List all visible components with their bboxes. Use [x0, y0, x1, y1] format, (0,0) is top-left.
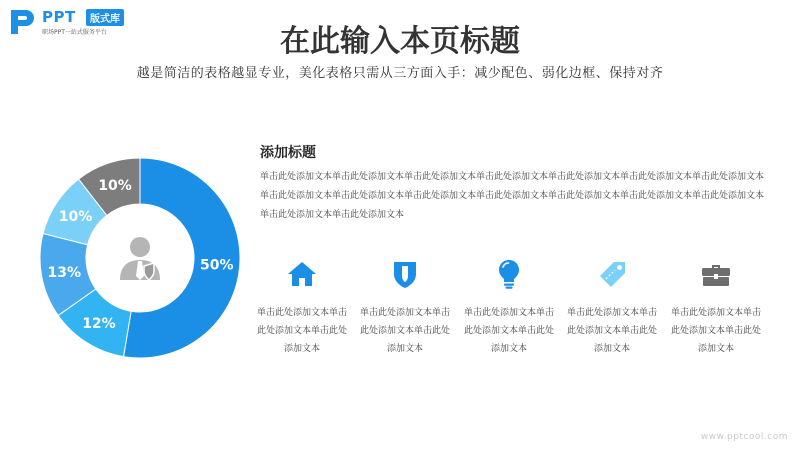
feature-item-home [254, 258, 350, 358]
briefcase-icon [700, 258, 732, 290]
person-tie-icon [114, 232, 166, 284]
feature-text: 单击此处添加文本单击此处添加文本单击此处添加文本 [359, 308, 450, 354]
feature-text: 单击此处添加文本单击此处添加文本单击此处添加文本 [463, 308, 554, 354]
logo-brand-text: PPT [42, 8, 76, 26]
lightbulb-icon [493, 258, 525, 290]
donut-label-0: 50% [199, 257, 234, 274]
page-subtitle: 越是简洁的表格越显专业，美化表格只需从三方面入手：减少配色、弱化边框、保持对齐 [136, 66, 664, 81]
feature-item-tag [564, 258, 660, 358]
donut-label-1: 12% [82, 316, 116, 333]
feature-text: 单击此处添加文本单击此处添加文本单击此处添加文本 [256, 308, 347, 354]
watermark: www.pptcool.com [700, 432, 788, 442]
feature-item-idea [461, 258, 557, 358]
section-body: 单击此处添加文本单击此处添加文本单击此处添加文本单击此处添加文本单击此处添加文本单击此处添加文本单击此处添加文本单击此处添加文本单击此处添加文本单击此处添加文本单击此处添加文本单击此处添加文本单击此处添加文本单击此处添加文本单击此处添加文本单击此处添加文本 [260, 172, 765, 220]
home-icon [286, 258, 318, 290]
page-title: 在此输入本页标题 [280, 24, 520, 59]
donut-label-2: 13% [47, 264, 82, 281]
tag-icon [596, 258, 628, 290]
feature-text: 单击此处添加文本单击此处添加文本单击此处添加文本 [566, 308, 657, 354]
feature-text: 单击此处添加文本单击此处添加文本单击此处添加文本 [670, 308, 761, 354]
donut-label-3: 10% [58, 208, 93, 225]
feature-item-briefcase [668, 258, 764, 358]
feature-item-shield [357, 258, 453, 358]
logo-badge: 版式库 [86, 9, 124, 26]
shield-icon [389, 258, 421, 290]
section-title: 添加标题 [260, 145, 316, 161]
donut-label-4: 10% [98, 178, 132, 195]
logo-tagline: 职场PPT一站式服务平台 [42, 29, 107, 36]
